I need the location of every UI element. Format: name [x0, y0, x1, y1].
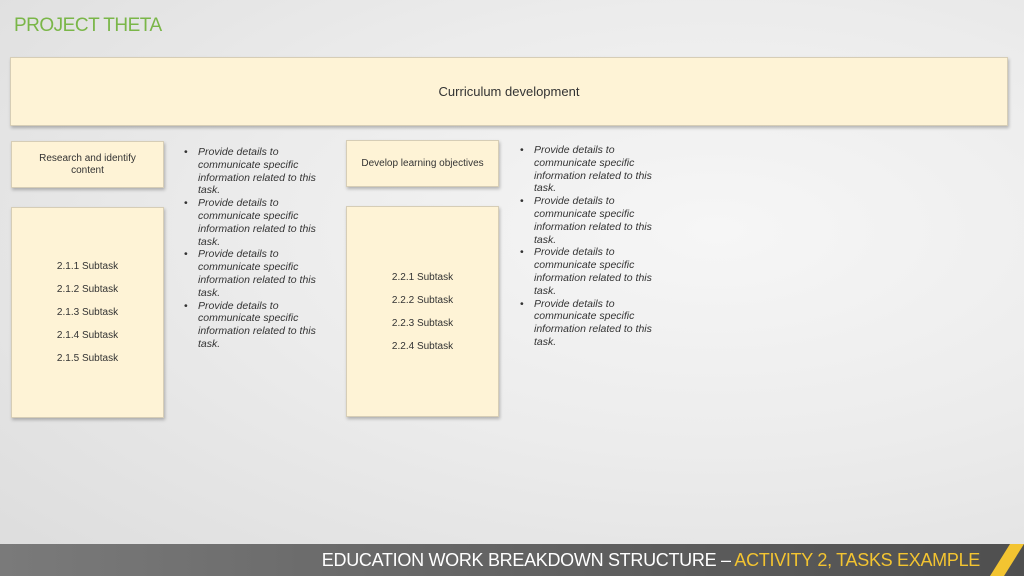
task-details-list-1: [182, 146, 322, 351]
task-header-box-2: [346, 140, 499, 187]
subtask-item: 2.1.3 Subtask: [56, 307, 119, 318]
footer-title-main: EDUCATION WORK BREAKDOWN STRUCTURE –: [321, 550, 735, 570]
subtask-box-2: [346, 206, 499, 417]
project-title: PROJECT THETA: [14, 15, 162, 36]
task-header-label: Research and identify content: [39, 152, 136, 176]
task-detail-item: • Provide details to communicate specific information related to this task.: [518, 246, 658, 297]
subtask-item: 2.1.5 Subtask: [56, 353, 119, 364]
footer-accent-stripe: [990, 544, 1024, 576]
task-detail-item: • Provide details to communicate specific information related to this task.: [182, 146, 322, 197]
subtask-item: 2.1.2 Subtask: [56, 284, 119, 295]
subtask-item: 2.2.1 Subtask: [391, 271, 454, 283]
task-detail-item: • Provide details to communicate specific information related to this task.: [182, 300, 322, 351]
footer-bar: [0, 544, 1024, 576]
top-level-box: [10, 57, 1008, 126]
footer-title: [322, 550, 980, 571]
task-header-label: Develop learning objectives: [361, 157, 484, 169]
task-detail-item: • Provide details to communicate specific information related to this task.: [518, 195, 658, 246]
subtask-item: 2.2.4 Subtask: [391, 340, 454, 352]
task-detail-item: • Provide details to communicate specific information related to this task.: [182, 197, 322, 248]
subtask-item: 2.1.1 Subtask: [56, 261, 119, 272]
footer-title-accent: ACTIVITY 2, TASKS EXAMPLE: [734, 550, 980, 570]
task-detail-item: • Provide details to communicate specific information related to this task.: [518, 144, 658, 195]
top-level-label: Curriculum development: [438, 84, 580, 99]
subtask-item: 2.2.2 Subtask: [391, 294, 454, 306]
task-details-list-2: [518, 144, 658, 349]
subtask-box-1: [11, 207, 164, 418]
task-detail-item: • Provide details to communicate specific information related to this task.: [518, 298, 658, 349]
task-header-box-1: [11, 141, 164, 188]
subtask-item: 2.1.4 Subtask: [56, 330, 119, 341]
subtask-item: 2.2.3 Subtask: [391, 317, 454, 329]
task-detail-item: • Provide details to communicate specific information related to this task.: [182, 248, 322, 299]
